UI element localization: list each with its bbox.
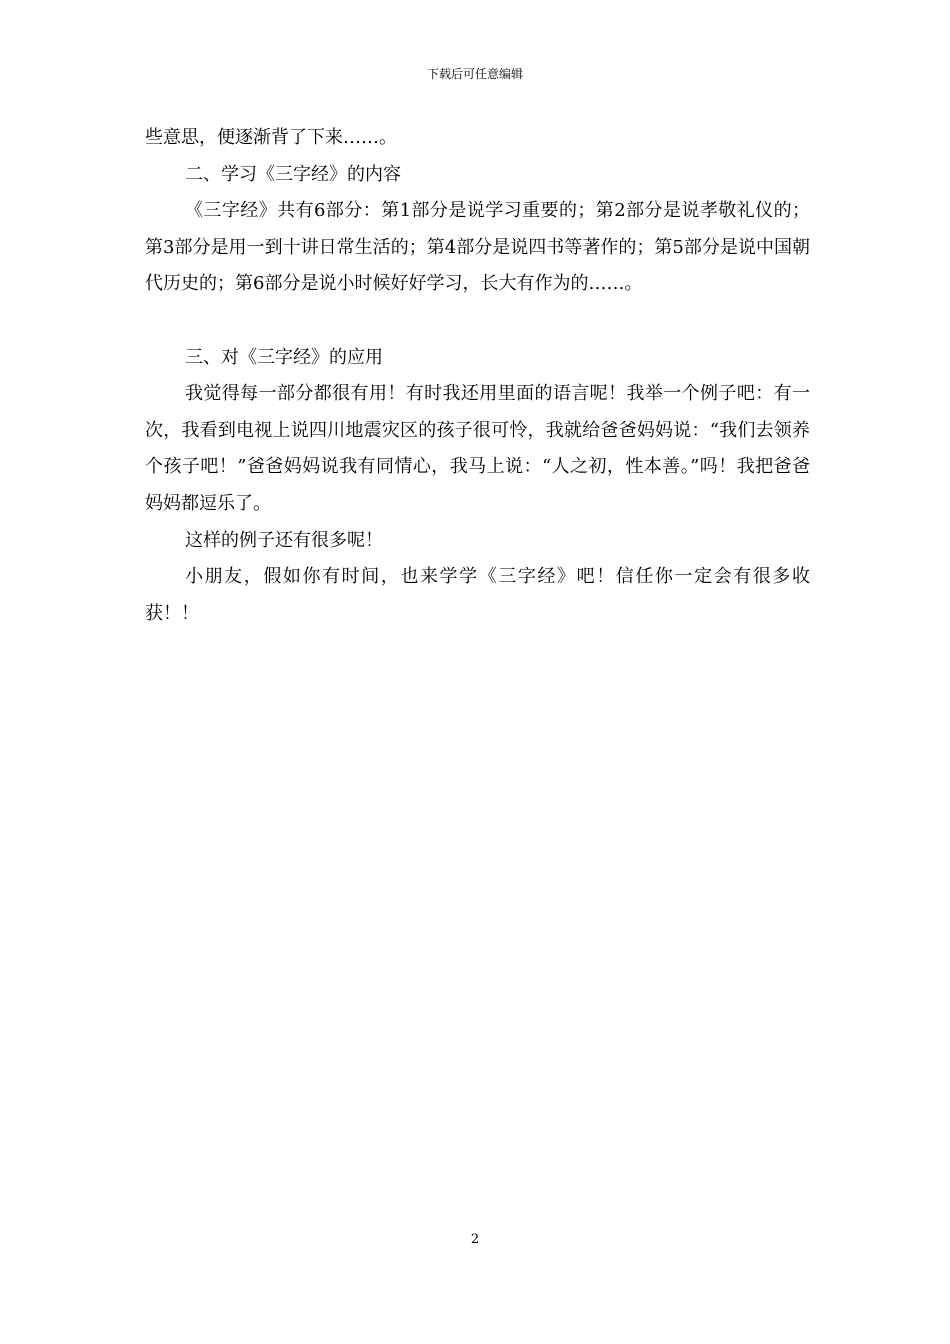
section-heading-application: 三、对《三字经》的应用 <box>185 346 383 368</box>
page-number: 2 <box>470 1232 480 1247</box>
paragraph-sections-overview: 《三字经》共有6部分：第1部分是说学习重要的；第2部分是说孝敬礼仪的；第3部分是用一到十讲日常生活的；第4部分是说四书等著作的；第5部分是说中国朝代历史的；第6部分是说小时候好好学习，长大有作为的……。 <box>145 200 810 295</box>
paragraph-continuation: 些意思，便逐渐背了下来……。 <box>145 127 397 148</box>
section-heading-content: 二、学习《三字经》的内容 <box>185 163 401 185</box>
page-header: 下载后可任意编辑 <box>426 67 523 81</box>
document-body <box>145 120 810 632</box>
paragraph-example: 我觉得每一部分都很有用！有时我还用里面的语言呢！我举一个例子吧：有一次，我看到电视上说四川地震灾区的孩子很可怜，我就给爸爸妈妈说：“我们去领养个孩子吧！”爸爸妈妈说我有同情心，我马上说：“人之初，性本善。”吗！我把爸爸妈妈都逗乐了。 <box>145 383 810 514</box>
paragraph-more-examples: 这样的例子还有很多呢！ <box>185 529 383 551</box>
paragraph-closing: 小朋友，假如你有时间，也来学学《三字经》吧！信任你一定会有很多收获！！ <box>145 566 810 624</box>
blank-line <box>145 303 810 340</box>
